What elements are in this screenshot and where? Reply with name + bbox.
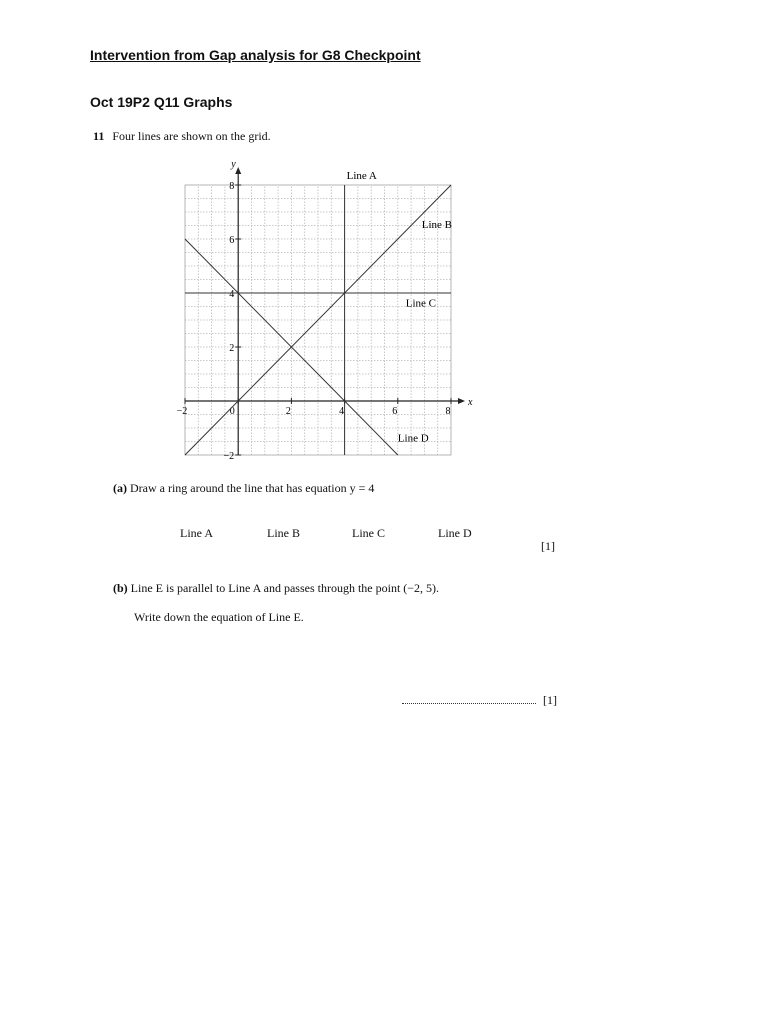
x-tick-label: 6 [392, 406, 398, 417]
y-tick-label: 8 [229, 181, 235, 192]
x-tick-label: 4 [339, 406, 345, 417]
option-line-a[interactable]: Line A [180, 526, 213, 540]
series-line-c-label: Line C [405, 297, 437, 310]
series-line-a-label: Line A [346, 170, 377, 182]
x-tick-label: 0 [229, 406, 235, 417]
y-axis-label: y [231, 159, 236, 170]
x-tick-label: 2 [285, 406, 291, 417]
question-stem [93, 129, 271, 144]
x-axis-arrow [458, 398, 465, 404]
series-line-b-label: Line B [421, 219, 452, 232]
option-line-b[interactable]: Line B [267, 526, 300, 540]
tick-labels [177, 181, 451, 462]
part-a-text: Draw a ring around the line that has equation y = 4 [130, 481, 375, 495]
part-b-text: Line E is parallel to Line A and passes through the point (−2, 5). [130, 581, 440, 595]
part-a-prompt [113, 481, 374, 496]
y-tick-label: 2 [229, 343, 235, 354]
question-stem-text: Four lines are shown on the grid. [112, 129, 271, 143]
part-b-label: (b) [113, 581, 128, 595]
coordinate-grid-chart [170, 155, 473, 470]
part-b-marks: [1] [543, 693, 557, 707]
x-tick-label: −2 [176, 406, 188, 417]
series-line-d-label: Line D [397, 432, 429, 445]
part-b-prompt [113, 581, 439, 596]
part-b-instruction: Write down the equation of Line E. [134, 610, 304, 624]
option-line-c[interactable]: Line C [352, 526, 385, 540]
y-tick-label: 4 [229, 289, 235, 300]
y-axis-arrow [235, 167, 241, 174]
question-reference: Oct 19P2 Q11 Graphs [90, 94, 233, 110]
answer-line[interactable] [402, 703, 536, 704]
document-title: Intervention from Gap analysis for G8 Checkpoint [90, 47, 421, 63]
question-number: 11 [93, 129, 105, 143]
part-a-label: (a) [113, 481, 127, 495]
line-labels [347, 170, 452, 445]
part-a-marks: [1] [541, 539, 555, 553]
x-tick-label: 8 [445, 406, 451, 417]
y-tick-label: −2 [223, 451, 235, 462]
option-line-d[interactable]: Line D [438, 526, 472, 540]
x-axis-label: x [468, 397, 473, 408]
y-tick-label: 6 [229, 235, 235, 246]
